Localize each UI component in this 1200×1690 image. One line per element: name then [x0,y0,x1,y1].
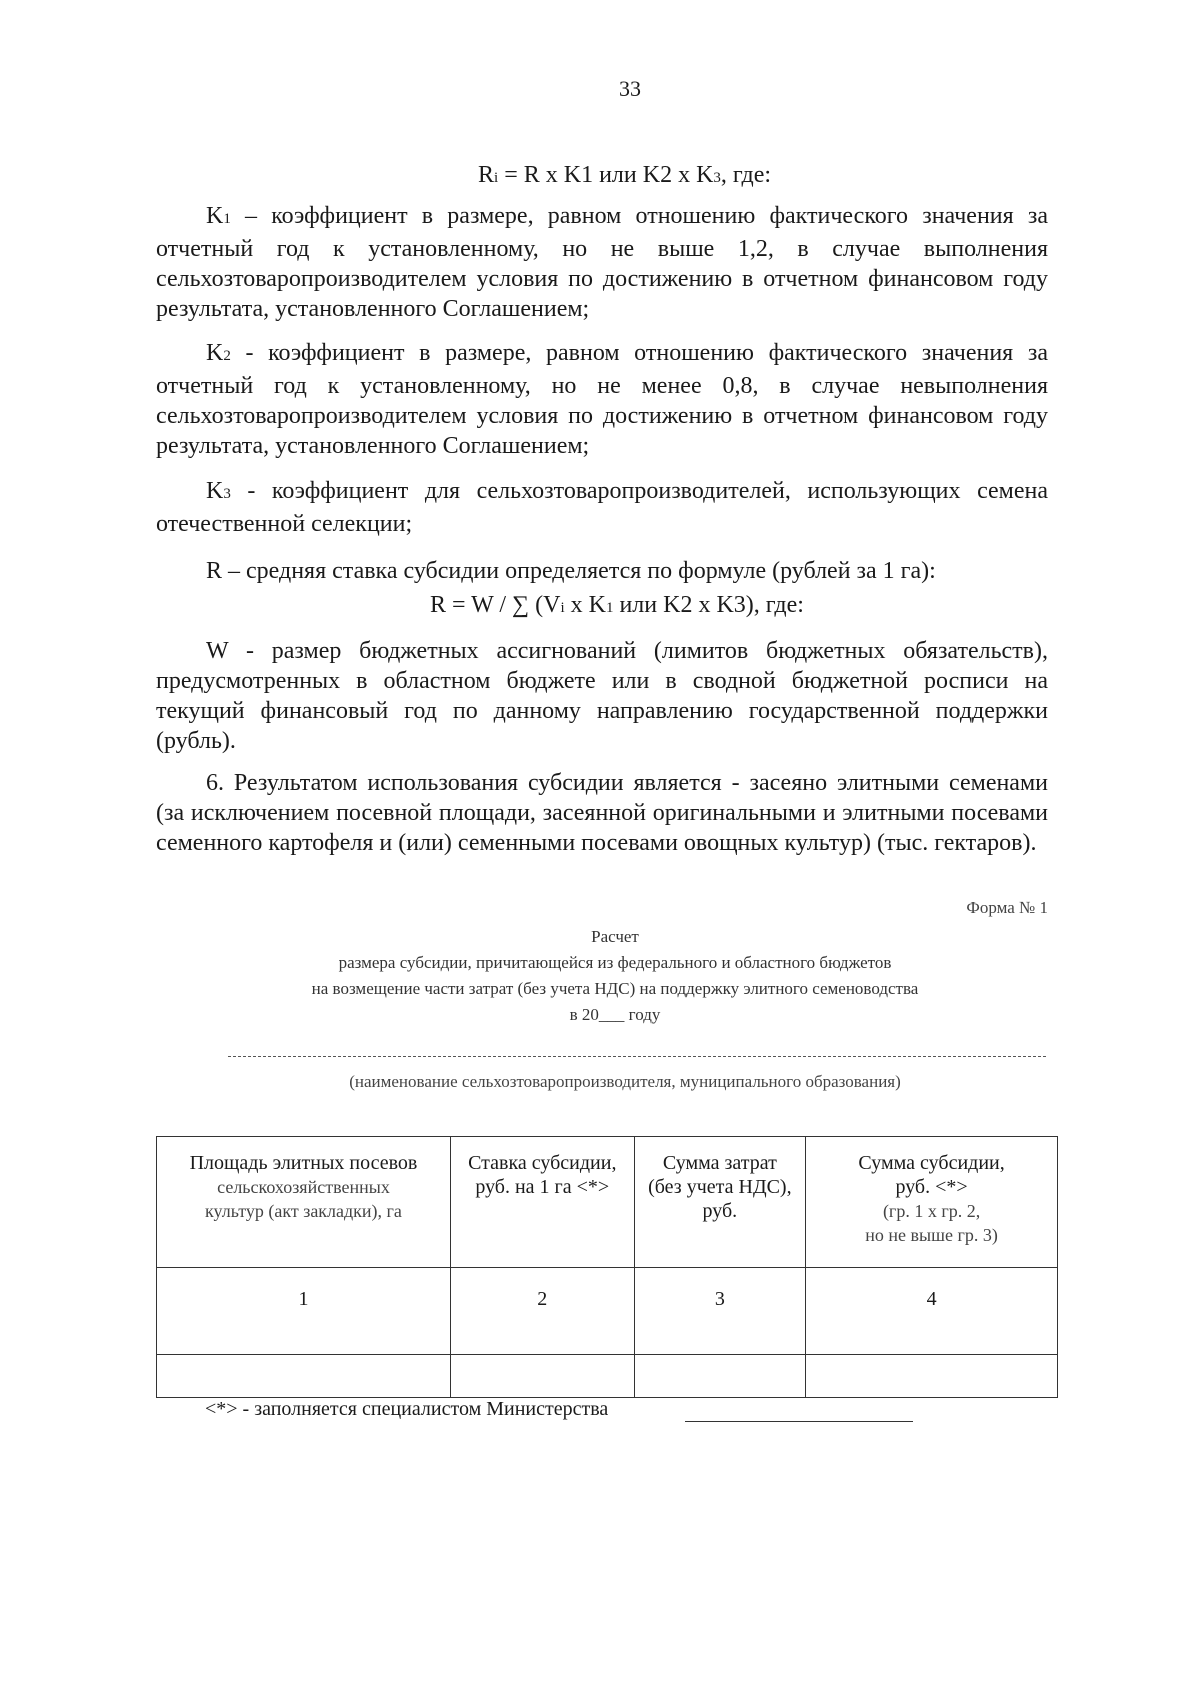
column-number-1: 1 [157,1268,451,1355]
form-label: Форма № 1 [966,898,1048,917]
k2-sub: 2 [223,348,231,364]
subsidy-table [156,1136,1058,1398]
paragraph-k3 [156,476,1048,539]
formula-r [430,592,804,619]
header-subsidy-line3: (гр. 1 x гр. 2, [882,1201,981,1221]
column-number-4: 4 [806,1268,1058,1355]
k2-symbol: K [206,340,224,366]
signature-line [685,1421,913,1422]
formula-r-end: или K2 x K3), где: [613,592,804,618]
table-cell [806,1355,1058,1398]
producer-name-line [228,1056,1046,1057]
formula-r-v-sub: i [560,600,565,616]
table-cell [450,1355,634,1398]
k3-text: - коэффициент для сельхозтоваропроизводителей, использующих семена отечественной селекции; [156,478,1048,537]
paragraph-r: R – средняя ставка субсидии определяется по формуле (рублей за 1 га): [206,558,936,584]
header-subsidy-line2: руб. <*> [895,1176,968,1198]
header-costs-line2: (без учета НДС), [648,1176,792,1198]
formula-ri-rest: R x K1 или K2 x K [523,162,714,188]
header-subsidy [806,1137,1058,1268]
formula-r-mid: x K [564,592,606,618]
table-row [157,1268,1058,1355]
calc-title-line1: Расчет [591,927,639,946]
header-area-line1: Площадь элитных посевов [189,1152,418,1174]
header-costs-line1: Сумма затрат [662,1152,777,1174]
header-subsidy-line1: Сумма субсидии, [858,1152,1005,1174]
paragraph-6: 6. Результатом использования субсидии является - засеяно элитными семенами (за исключением посевной площади, засеянной оригинальными и элитными посевами семенного картофеля и (или) семенными посевами овощных культур) (тыс. гектаров). [156,770,1048,856]
paragraph-k2 [156,338,1048,461]
k3-sub: 3 [223,486,231,502]
paragraph-w: W - размер бюджетных ассигнований (лимитов бюджетных обязательств), предусмотренных в областном бюджете или в сводной бюджетной росписи на текущий финансовый год по данному направлению государственной поддержки (рубль). [156,638,1048,754]
formula-r-start: R = W / ∑ (V [430,592,561,618]
calculation-title [150,924,1080,1028]
formula-r-k-sub: 1 [605,600,614,616]
formula-ri-r-sub: i [494,170,499,186]
header-area [157,1137,451,1268]
calc-title-line3: на возмещение части затрат (без учета НДС) на поддержку элитного семеноводства [311,979,919,998]
k2-text: - коэффициент в размере, равном отношению фактического значения за отчетный год к установленному, но не менее 0,8, в случае невыполнения сельхозтоваропроизводителем условия по достижению в отчетном финансовом году результата, установленного Соглашением; [156,340,1048,459]
header-costs [634,1137,806,1268]
formula-ri-tail: , где: [720,162,772,188]
k1-text: – коэффициент в размере, равном отношению фактического значения за отчетный год к установленному, но не выше 1,2, в случае выполнения сельхозтоваропроизводителем условия по достижению в отчетном финансовом году результата, установленного Соглашением; [156,203,1048,322]
table-header-row [157,1137,1058,1268]
header-costs-line3: руб. [702,1200,738,1222]
k1-symbol: K [206,203,224,229]
header-area-line2: сельскохозяйственных [217,1177,390,1197]
formula-ri [478,162,771,189]
table-row [157,1355,1058,1398]
table-cell [634,1355,806,1398]
header-rate-line1: Ставка субсидии, [468,1152,617,1174]
paragraph-k1 [156,201,1048,324]
calc-title-line4: в 20___ году [569,1005,661,1024]
k1-sub: 1 [223,211,231,227]
page-number: 33 [619,76,641,101]
k3-symbol: K [206,478,224,504]
header-subsidy-line4: но не выше гр. 3) [865,1225,998,1245]
column-number-2: 2 [450,1268,634,1355]
producer-name-caption: (наименование сельхозтоваропроизводителя, муниципального образования) [349,1072,901,1091]
table-cell [157,1355,451,1398]
calc-title-line2: размера субсидии, причитающейся из федерального и областного бюджетов [338,953,892,972]
formula-ri-eq: = [498,162,524,188]
formula-ri-r: R [478,162,495,188]
header-rate [450,1137,634,1268]
header-rate-line2: руб. на 1 га <*> [475,1176,610,1198]
footnote: <*> - заполняется специалистом Министерства [205,1398,609,1420]
header-area-line3: культур (акт закладки), га [205,1201,402,1221]
formula-ri-k3-sub: 3 [713,170,721,186]
column-number-3: 3 [634,1268,806,1355]
